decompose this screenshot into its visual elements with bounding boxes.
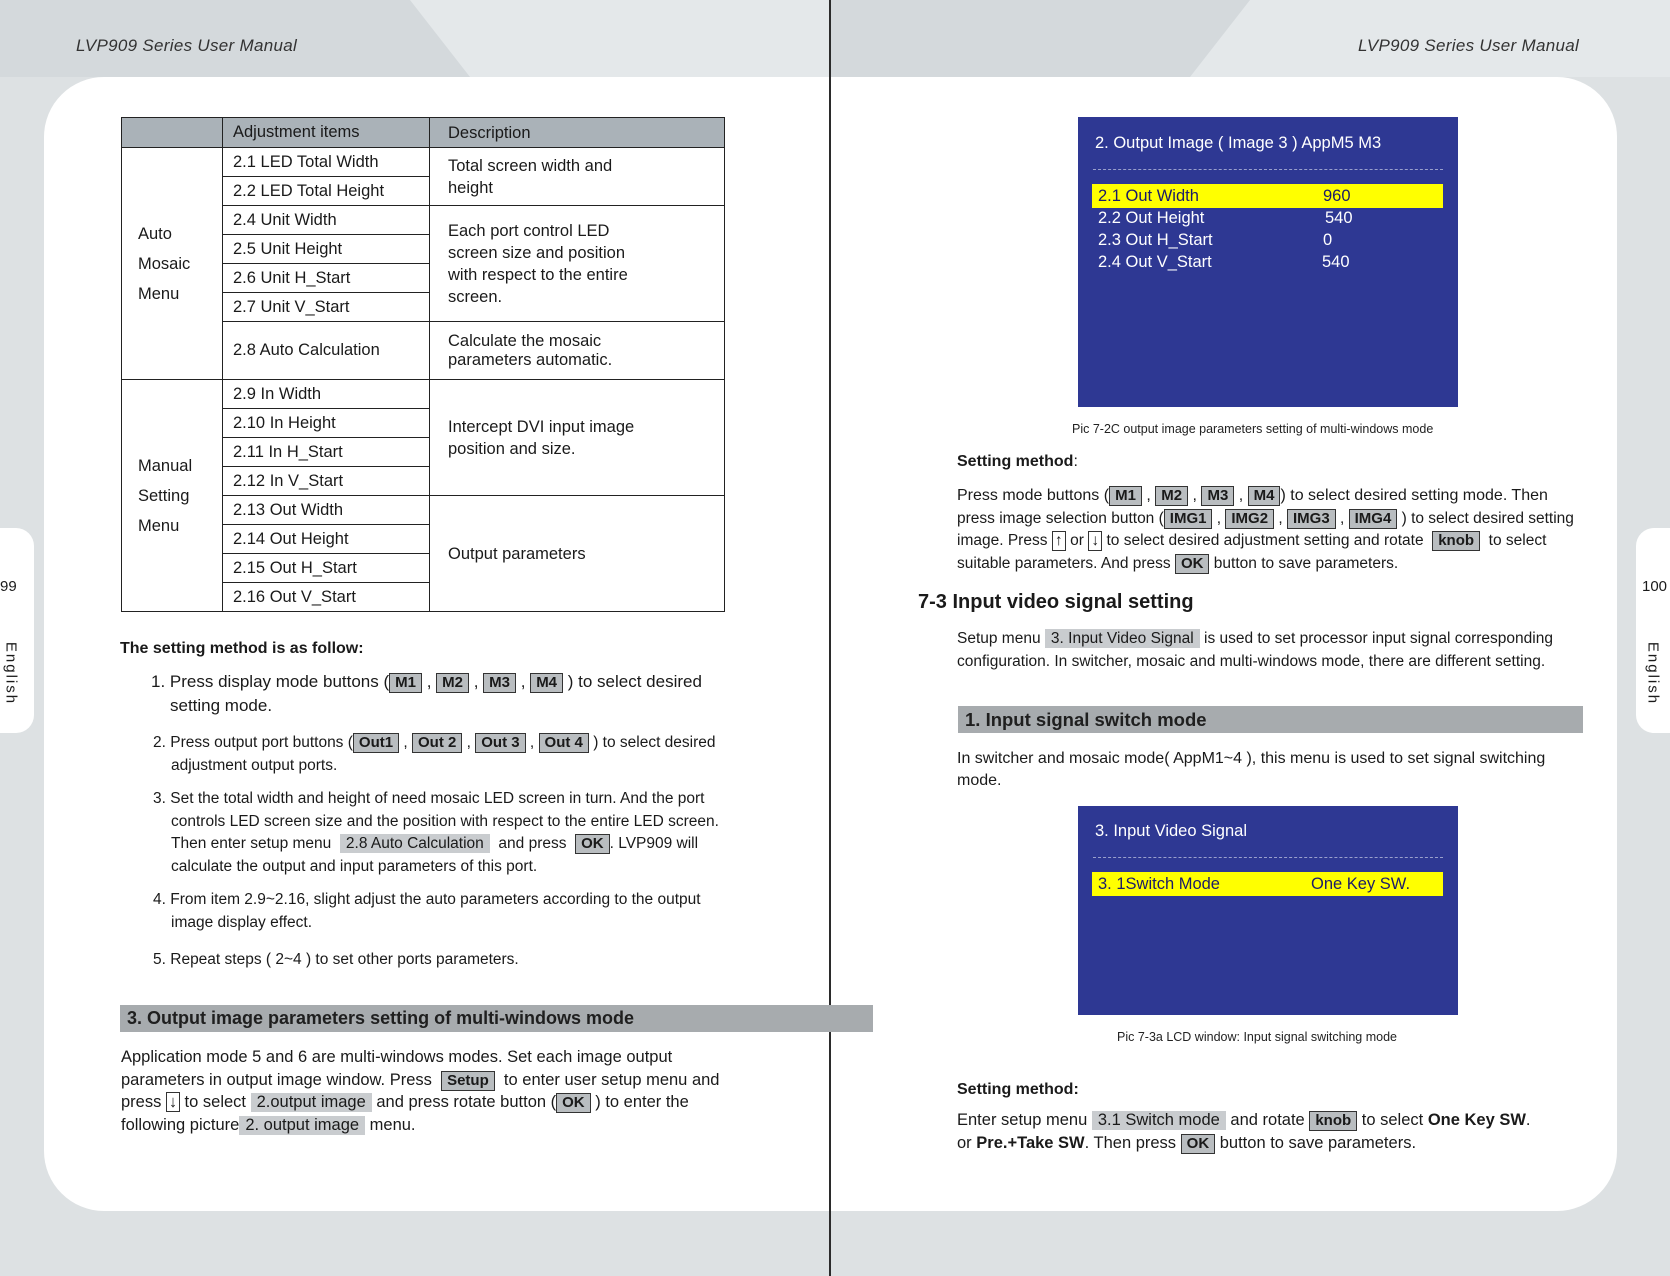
para-bold: One Key SW	[1427, 1111, 1526, 1129]
para-text: following picture	[121, 1115, 240, 1134]
step-text: setting mode.	[170, 696, 273, 715]
lcd-dashed-divider	[1093, 169, 1443, 170]
group-label-line: Mosaic	[138, 254, 191, 273]
setting-method-1-paragraph: Press mode buttons ( M1 , M2 , M3 , M4 ) to select desired setting mode. Then press image selection button ( IMG1 , IMG2 , IMG3 , IMG4 ) to select desired setting image. Press ↑ or ↓ to select desired adjustment setting and rotate knob to select suitable parameters. And press OK button to save parameters.	[957, 487, 1574, 572]
group-label-line: Menu	[138, 284, 180, 303]
para-line: configuration. In switcher, mosaic and multi-windows mode, there are different setting.	[957, 652, 1546, 670]
desc-line: Intercept DVI input image	[448, 417, 635, 436]
step-text: Repeat steps ( 2~4 ) to set other ports parameters.	[170, 951, 519, 968]
subsection-paragraph	[957, 748, 1607, 792]
section-3-title: 3. Output image parameters setting of multi-windows mode	[120, 1005, 873, 1032]
step-number: 3.	[153, 790, 166, 807]
para-text: and press rotate button (	[376, 1093, 557, 1111]
para-line: In switcher and mosaic mode( AppM1~4 ), this menu is used to set signal switching	[957, 750, 1546, 767]
group-label-line: Menu	[138, 516, 180, 535]
lcd-row-selected	[1098, 875, 1438, 897]
setup-button: Setup	[441, 1071, 495, 1091]
m2-button: M2	[1155, 486, 1188, 506]
para-text: is used to set processor input signal corresponding	[1204, 630, 1553, 647]
left-page-number: 99	[0, 578, 17, 595]
step-1: 1. Press display mode buttons ( M1 , M2 , M3 , M4 ) to select desired setting mode.	[151, 670, 702, 718]
up-arrow-icon: ↑	[1052, 531, 1066, 551]
para-text: button to save parameters.	[1213, 554, 1399, 572]
table-item: 2.16 Out V_Start	[223, 583, 430, 612]
out4-button: Out 4	[539, 733, 589, 753]
table-header-items: Adjustment items	[223, 118, 430, 148]
lcd-row	[1098, 209, 1438, 231]
desc-calculate	[430, 322, 725, 380]
lcd-row-label: 2.3 Out H_Start	[1098, 231, 1213, 249]
para-text: ) to select desired setting	[1401, 509, 1574, 527]
lcd-title: 2. Output Image ( Image 3 ) AppM5 M3	[1095, 134, 1382, 152]
heading-text: Setting method	[957, 453, 1074, 470]
desc-line: parameters automatic.	[448, 350, 613, 369]
para-line: Application mode 5 and 6 are multi-windows modes. Set each image output	[121, 1048, 673, 1066]
auto-mosaic-group	[122, 148, 223, 380]
menu-ref-input-video-signal: 3. Input Video Signal	[1045, 629, 1200, 648]
para-line: mode.	[957, 772, 1002, 789]
para-text: image. Press	[957, 532, 1048, 549]
lcd-dashed-divider	[1093, 857, 1443, 858]
lcd-row-value: 540	[1322, 253, 1350, 271]
adjustment-table	[121, 117, 725, 612]
desc-total-screen	[430, 148, 725, 206]
para-text: . Then press	[1084, 1133, 1177, 1152]
table-header-blank	[122, 118, 223, 148]
ok-button: OK	[1175, 554, 1210, 574]
table-item: 2.2 LED Total Height	[223, 177, 430, 206]
down-arrow-icon: ↓	[166, 1092, 180, 1112]
right-page-number: 100	[1642, 578, 1668, 595]
section-7-3-paragraph	[957, 628, 1597, 673]
menu-ref-output-image-2: 2. output image	[239, 1116, 365, 1135]
para-text: press	[121, 1093, 162, 1111]
table-item: 2.5 Unit Height	[223, 235, 430, 264]
para-text: parameters in output image window. Press	[121, 1070, 432, 1089]
group-label-line: Setting	[138, 486, 190, 505]
table-item: 2.12 In V_Start	[223, 467, 430, 496]
step-text: Set the total width and height of need mosaic LED screen in turn. And the port	[170, 790, 705, 807]
lcd-row-selected	[1098, 187, 1438, 209]
table-row	[122, 148, 725, 177]
down-arrow-icon: ↓	[1088, 531, 1102, 551]
menu-ref-output-image: 2.output image	[251, 1093, 372, 1112]
desc-line: screen.	[448, 287, 503, 306]
m1-button: M1	[389, 673, 422, 693]
lcd-row-value: One Key SW.	[1311, 875, 1411, 893]
table-item: 2.9 In Width	[223, 380, 430, 409]
m4-button: M4	[1248, 486, 1281, 506]
lcd-row-value: 960	[1323, 187, 1351, 205]
para-text: to enter user setup menu and	[503, 1070, 720, 1089]
desc-line: screen size and position	[448, 243, 626, 262]
para-text: ) to select desired setting mode. Then	[1280, 487, 1548, 504]
step-text: Press display mode buttons (	[169, 672, 390, 691]
img2-button: IMG2	[1225, 509, 1274, 529]
ok-button: OK	[556, 1093, 591, 1113]
m4-button: M4	[530, 673, 563, 693]
para-text: suitable parameters. And press	[957, 554, 1171, 572]
para-text: press image selection button (	[957, 509, 1164, 527]
lcd-row-label: 3. 1Switch Mode	[1098, 875, 1220, 893]
img1-button: IMG1	[1164, 509, 1213, 529]
para-text: or	[957, 1133, 972, 1152]
m2-button: M2	[436, 673, 469, 693]
para-text: menu.	[369, 1115, 416, 1134]
img3-button: IMG3	[1287, 509, 1336, 529]
menu-ref-auto-calculation: 2.8 Auto Calculation	[340, 834, 490, 853]
step-3	[153, 788, 719, 878]
out3-button: Out 3	[475, 733, 525, 753]
lcd1-caption: Pic 7-2C output image parameters setting of multi-windows mode	[1072, 422, 1434, 436]
right-header-title: LVP909 Series User Manual	[1358, 36, 1580, 55]
lcd-row-value: 0	[1323, 231, 1333, 249]
para-text: to select	[1488, 532, 1547, 549]
para-text: to select	[1361, 1111, 1424, 1129]
m1-button: M1	[1109, 486, 1142, 506]
m3-button: M3	[483, 673, 516, 693]
lcd-input-video-signal	[1078, 806, 1458, 1015]
para-text: Setup menu	[957, 630, 1041, 647]
desc-line: height	[448, 178, 493, 197]
para-text: ) to enter the	[595, 1093, 689, 1111]
subsection-title: 1. Input signal switch mode	[958, 706, 1583, 733]
para-text: Press mode buttons (	[957, 487, 1110, 504]
lcd-row-label: 2.4 Out V_Start	[1098, 253, 1212, 271]
knob-button: knob	[1309, 1111, 1357, 1131]
left-side-label: English	[2, 641, 20, 706]
lcd-row	[1098, 253, 1438, 275]
step-number: 4.	[153, 891, 166, 908]
section-3-paragraph	[121, 1046, 761, 1136]
table-item: 2.13 Out Width	[223, 496, 430, 525]
desc-line: Calculate the mosaic	[448, 331, 602, 350]
table-item: 2.1 LED Total Width	[223, 148, 430, 177]
para-text: and rotate	[1230, 1111, 1305, 1129]
out1-button: Out1	[353, 733, 399, 753]
para-text: Enter setup menu	[957, 1111, 1088, 1129]
table-item: 2.6 Unit H_Start	[223, 264, 430, 293]
table-item: 2.7 Unit V_Start	[223, 293, 430, 322]
step-text: image display effect.	[171, 913, 313, 931]
lcd-row-label: 2.2 Out Height	[1098, 209, 1205, 227]
table-row	[122, 380, 725, 409]
desc-line: Total screen width and	[448, 156, 613, 175]
table-header-row	[122, 118, 725, 148]
step-number: 2.	[153, 734, 166, 751]
out2-button: Out 2	[412, 733, 462, 753]
table-item: 2.4 Unit Width	[223, 206, 430, 235]
setting-method-2-heading: Setting method:	[957, 1081, 1079, 1098]
step-number: 5.	[153, 951, 166, 968]
group-label-line: Manual	[138, 456, 193, 475]
table-item: 2.10 In Height	[223, 409, 430, 438]
step-text: controls LED screen size and the position with respect to the entire LED screen.	[171, 812, 719, 830]
step-2: 2. Press output port buttons ( Out1 , Out 2 , Out 3 , Out 4 ) to select desired adjustment output ports.	[153, 732, 716, 777]
para-text: .	[1525, 1111, 1531, 1129]
para-text: to select	[184, 1093, 246, 1111]
desc-each-port	[430, 206, 725, 322]
step-text: ) to select desired	[567, 672, 702, 691]
desc-line: Each port control LED	[448, 221, 610, 240]
table-item: 2.15 Out H_Start	[223, 554, 430, 583]
ok-button: OK	[575, 834, 610, 854]
right-side-label: English	[1644, 641, 1662, 706]
step-text: calculate the output and input parameters of this port.	[171, 857, 538, 875]
lcd-row-value: 540	[1325, 209, 1353, 227]
step-4	[153, 889, 701, 934]
table-item: 2.8 Auto Calculation	[223, 322, 430, 380]
para-bold: Pre.+Take SW	[976, 1133, 1085, 1152]
para-text: to select desired adjustment setting and rotate	[1106, 532, 1424, 549]
group-label-line: Auto	[138, 224, 172, 243]
desc-line: with respect to the entire	[448, 265, 628, 284]
desc-intercept	[430, 380, 725, 496]
lcd2-caption: Pic 7-3a LCD window: Input signal switching mode	[1117, 1030, 1397, 1044]
desc-line: position and size.	[448, 439, 576, 458]
step-text: Press output port buttons (	[170, 734, 353, 751]
ok-button: OK	[1181, 1134, 1216, 1154]
para-text: or	[1070, 532, 1084, 549]
step-number: 1.	[151, 672, 166, 691]
left-header-title: LVP909 Series User Manual	[76, 36, 298, 55]
setting-method-heading: The setting method is as follow:	[120, 640, 364, 657]
step-text: ) to select desired	[593, 734, 716, 751]
table-header-description: Description	[430, 118, 725, 148]
knob-button: knob	[1432, 531, 1480, 551]
lcd-output-image	[1078, 117, 1458, 407]
step-text: . LVP909 will	[609, 835, 699, 852]
step-text: Then enter setup menu	[171, 835, 332, 852]
table-item: 2.11 In H_Start	[223, 438, 430, 467]
step-5	[153, 949, 519, 972]
lcd-row	[1098, 231, 1438, 253]
setting-method-1-heading	[957, 453, 1078, 471]
lcd-row-label: 2.1 Out Width	[1098, 187, 1199, 205]
page-divider	[829, 0, 831, 1276]
manual-setting-group	[122, 380, 223, 612]
m3-button: M3	[1201, 486, 1234, 506]
section-7-3-title: 7-3 Input video signal setting	[918, 591, 1194, 613]
para-text: button to save parameters.	[1219, 1133, 1417, 1152]
step-text: From item 2.9~2.16, slight adjust the auto parameters according to the output	[170, 891, 701, 908]
step-text: and press	[498, 835, 567, 852]
desc-output: Output parameters	[430, 496, 725, 612]
menu-ref-switch-mode: 3.1 Switch mode	[1092, 1111, 1226, 1130]
lcd-title: 3. Input Video Signal	[1095, 822, 1247, 840]
step-text: adjustment output ports.	[171, 756, 338, 774]
img4-button: IMG4	[1349, 509, 1398, 529]
setting-method-2-paragraph	[957, 1109, 1607, 1154]
heading-colon: :	[1073, 453, 1078, 470]
table-item: 2.14 Out Height	[223, 525, 430, 554]
